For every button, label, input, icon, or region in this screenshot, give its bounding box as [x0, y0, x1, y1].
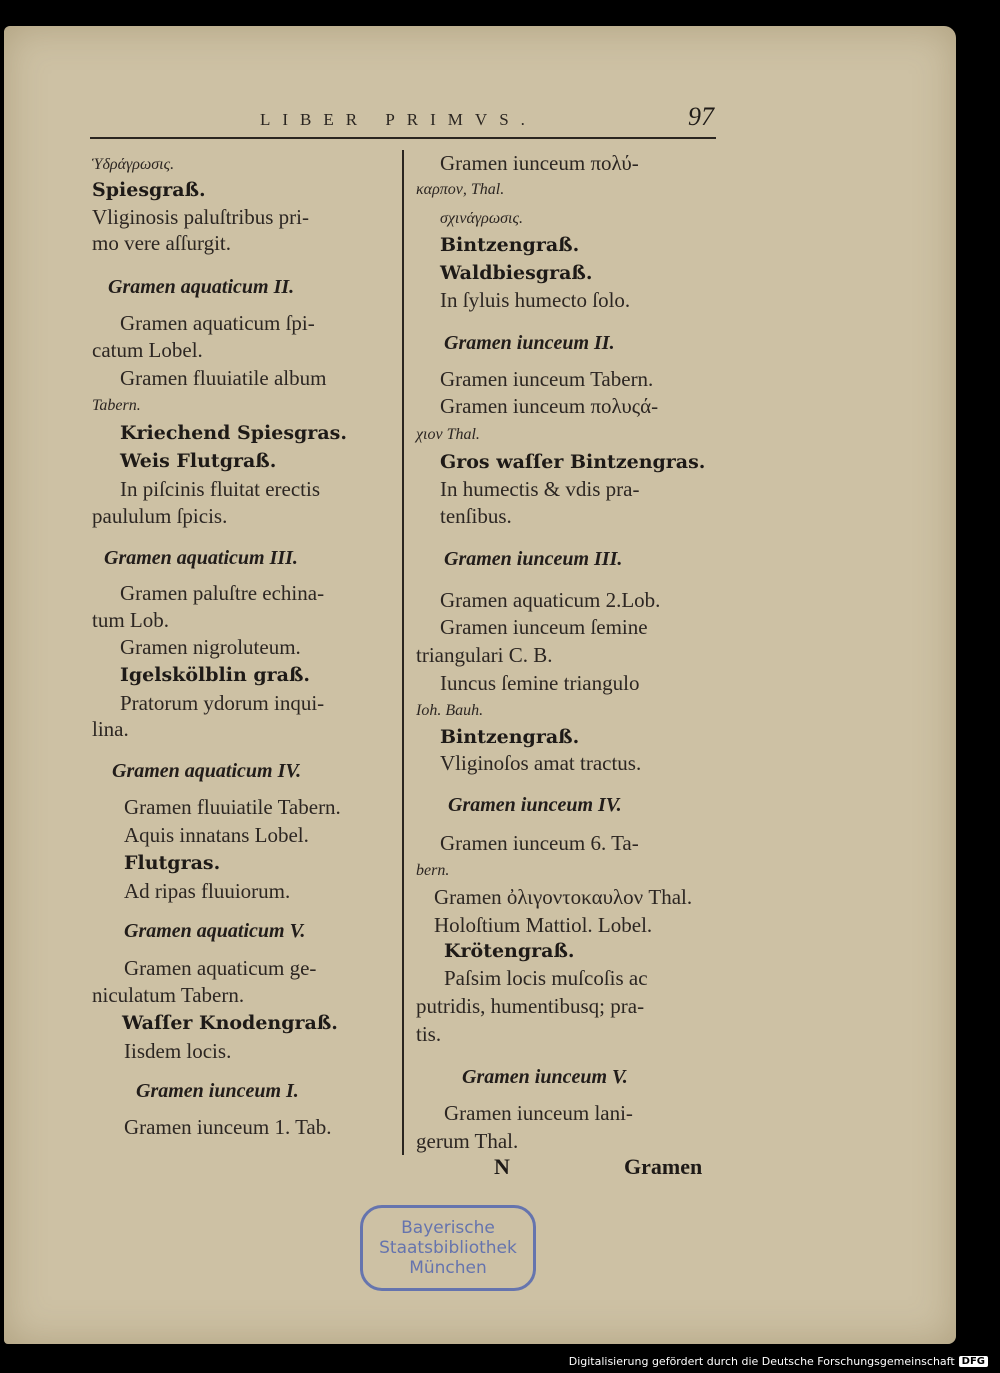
text-line: tis. — [416, 1022, 442, 1046]
text-line: Aquis innatans Lobel. — [124, 823, 309, 847]
text-line: In ſyluis humecto ſolo. — [440, 288, 631, 312]
text-line: mo vere aſſurgit. — [92, 231, 231, 255]
text-line: Waldbiesgraß. — [440, 262, 593, 284]
text-line: χιον Thal. — [416, 426, 480, 443]
text-line: bern. — [416, 862, 450, 879]
text-line: Bintzengraß. — [440, 234, 580, 256]
text-line: Spiesgraß. — [92, 179, 206, 201]
section-heading: Gramen aquaticum II. — [108, 276, 295, 298]
text-line: Gramen aquaticum 2.Lob. — [440, 588, 661, 612]
text-line: triangulari C. B. — [416, 643, 553, 667]
text-line: Holoſtium Mattiol. Lobel. — [434, 913, 653, 937]
text-line: Vliginoſos amat tractus. — [440, 751, 642, 775]
text-line: Gramen iunceum πολυςά- — [440, 394, 659, 418]
text-line: putridis, humentibusq; pra- — [416, 994, 645, 1018]
text-line: Iuncus ſemine triangulo — [440, 671, 640, 695]
stamp-line: München — [409, 1258, 487, 1278]
text-line: Ὑδράγρωσις. — [92, 156, 175, 173]
text-line: niculatum Tabern. — [92, 983, 245, 1007]
text-line: Paſsim locis muſcoſis ac — [444, 966, 648, 990]
column-divider — [402, 150, 404, 1155]
text-line: tum Lob. — [92, 608, 169, 632]
section-heading: Gramen iunceum II. — [444, 332, 615, 354]
text-line: Gramen iunceum lani- — [444, 1101, 633, 1125]
text-line: gerum Thal. — [416, 1129, 519, 1153]
text-line: Igelskölblin graß. — [120, 664, 311, 686]
text-line: Ioh. Bauh. — [416, 702, 484, 719]
section-heading: Gramen aquaticum IV. — [112, 760, 302, 782]
text-line: Krötengraß. — [444, 940, 575, 962]
stamp-line: Staatsbibliothek — [379, 1238, 517, 1258]
text-line: σχινάγρωσις. — [440, 210, 523, 227]
text-line: paululum ſpicis. — [92, 504, 228, 528]
text-line: Gramen iunceum 6. Ta- — [440, 831, 639, 855]
text-line: Pratorum ydorum inqui- — [120, 691, 325, 715]
digitization-credit — [569, 1355, 988, 1368]
text-line: catum Lobel. — [92, 338, 203, 362]
text-line: Gramen fluuiatile album — [120, 366, 327, 390]
text-line: In piſcinis fluitat erectis — [120, 477, 321, 501]
text-line: Weis Flutgraß. — [120, 450, 277, 472]
text-line: Gramen nigroluteum. — [120, 635, 301, 659]
text-line: Gramen iunceum Tabern. — [440, 367, 654, 391]
text-line: Tabern. — [92, 397, 141, 414]
section-heading: Gramen iunceum I. — [136, 1080, 299, 1102]
text-line: Gros waſſer Bintzengras. — [440, 451, 706, 473]
text-line: καρπον, Thal. — [416, 181, 505, 198]
text-line: tenſibus. — [440, 504, 512, 528]
text-line: In humectis & vdis pra- — [440, 477, 640, 501]
section-heading: Gramen iunceum V. — [462, 1066, 628, 1088]
text-line: Gramen ὀλιγοντοκαυλον Thal. — [434, 885, 693, 909]
text-line: Ad ripas fluuiorum. — [124, 879, 291, 903]
stamp-line: Bayerische — [401, 1218, 495, 1238]
section-heading: Gramen iunceum IV. — [448, 794, 622, 816]
signature-mark: N — [494, 1154, 510, 1179]
text-line: Iisdem locis. — [124, 1039, 232, 1063]
text-line: Waſſer Knodengraß. — [122, 1012, 338, 1034]
text-line: Gramen aquaticum ge- — [124, 956, 317, 980]
section-heading: Gramen iunceum III. — [444, 548, 623, 570]
running-title: LIBER PRIMVS. — [260, 110, 537, 129]
catchword: Gramen — [624, 1154, 703, 1179]
text-line: Vliginosis paluſtribus pri- — [92, 205, 309, 229]
text-line: lina. — [92, 717, 129, 741]
text-line: Bintzengraß. — [440, 726, 580, 748]
text-line: Flutgras. — [124, 852, 221, 874]
text-line: Gramen iunceum πολύ- — [440, 151, 639, 175]
section-heading: Gramen aquaticum V. — [124, 920, 306, 942]
header-rule — [90, 137, 716, 139]
page-number: 97 — [688, 102, 714, 131]
dfg-logo: DFG — [959, 1356, 988, 1367]
text-line: Gramen iunceum 1. Tab. — [124, 1115, 332, 1139]
section-heading: Gramen aquaticum III. — [104, 547, 298, 569]
text-line: Gramen iunceum ſemine — [440, 615, 648, 639]
text-line: Gramen paluſtre echina- — [120, 581, 325, 605]
credit-text: Digitalisierung gefördert durch die Deutsche Forschungsgemeinschaft — [568, 1355, 955, 1368]
library-stamp — [360, 1205, 536, 1291]
text-line: Gramen aquaticum ſpi- — [120, 311, 315, 335]
text-line: Kriechend Spiesgras. — [120, 422, 347, 444]
text-line: Gramen fluuiatile Tabern. — [124, 795, 341, 819]
page-header — [94, 102, 714, 136]
